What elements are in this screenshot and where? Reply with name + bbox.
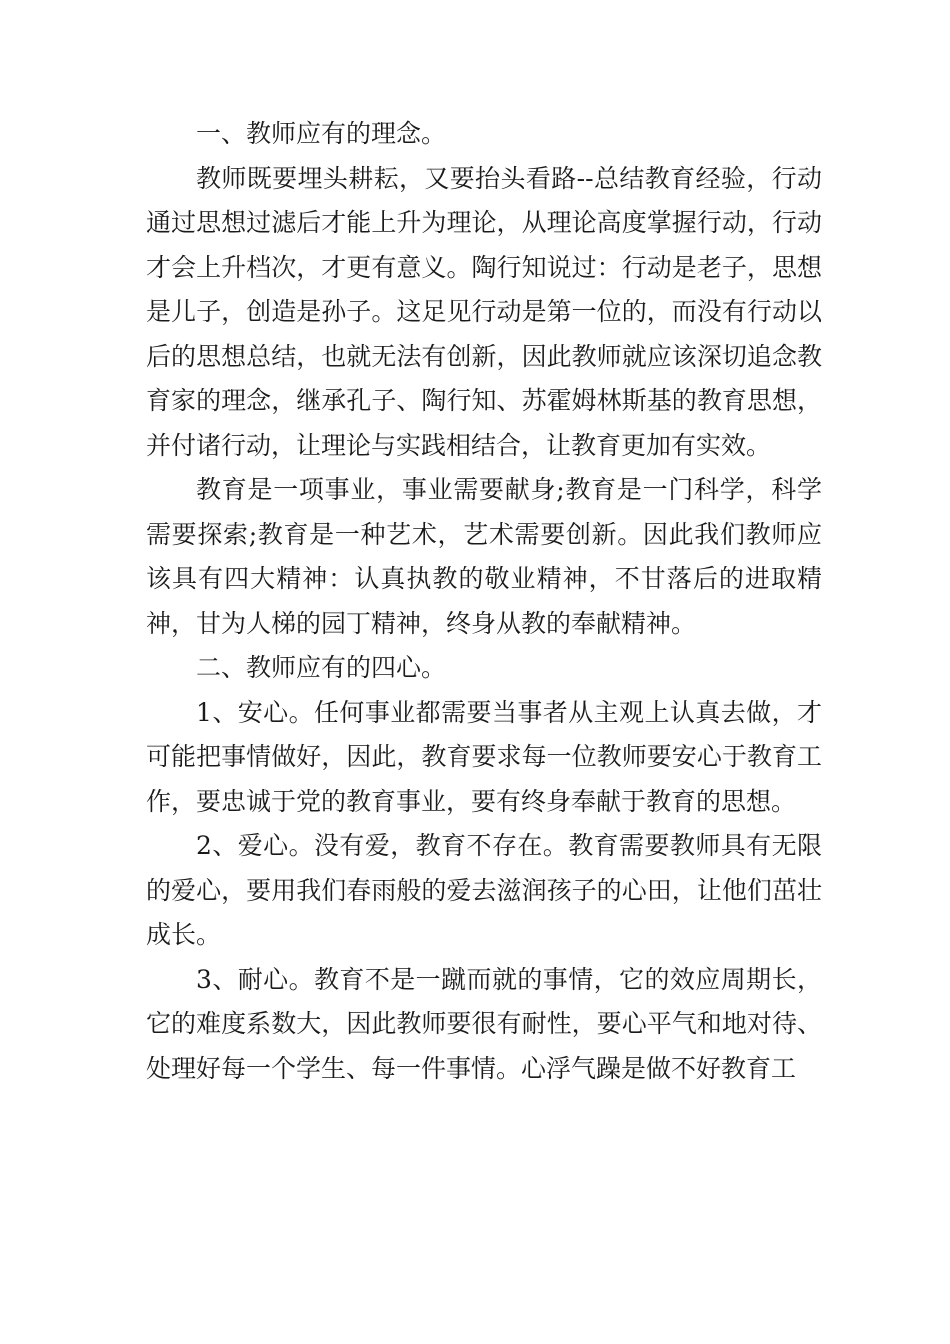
paragraph-four-spirits: 教育是一项事业，事业需要献身;教育是一门科学，科学需要探索;教育是一种艺术，艺术需要创新。因此我们教师应该具有四大精神：认真执教的敬业精神，不甘落后的进取精神，甘为人梯的园丁精神，终身从教的奉献精神。	[146, 475, 822, 638]
paragraph-patience: 3、耐心。教育不是一蹴而就的事情，它的效应周期长，它的难度系数大，因此教师要很有耐性，要心平气和地对待、处理好每一个学生、每一件事情。心浮气躁是做不好教育工	[146, 964, 822, 1083]
paragraph-teacher-philosophy: 教师既要埋头耕耘，又要抬头看路--总结教育经验，行动通过思想过滤后才能上升为理论，从理论高度掌握行动，行动才会上升档次，才更有意义。陶行知说过：行动是老子，思想是儿子，创造是孙子。这足见行动是第一位的，而没有行动以后的思想总结，也就无法有创新，因此教师就应该深切追念教育家的理念，继承孔子、陶行知、苏霍姆林斯基的教育思想，并付诸行动，让理论与实践相结合，让教育更加有实效。	[146, 163, 822, 460]
section-heading-2: 二、教师应有的四心。	[196, 653, 447, 682]
section-heading-1: 一、教师应有的理念。	[196, 119, 447, 148]
paragraph-love: 2、爱心。没有爱，教育不存在。教育需要教师具有无限的爱心，要用我们春雨般的爱去滋润孩子的心田，让他们茁壮成长。	[146, 831, 822, 949]
paragraph-peace-of-mind: 1、安心。任何事业都需要当事者从主观上认真去做，才可能把事情做好，因此，教育要求每一位教师要安心于教育工作，要忠诚于党的教育事业，要有终身奉献于教育的思想。	[146, 697, 822, 816]
document-page	[146, 112, 822, 1091]
